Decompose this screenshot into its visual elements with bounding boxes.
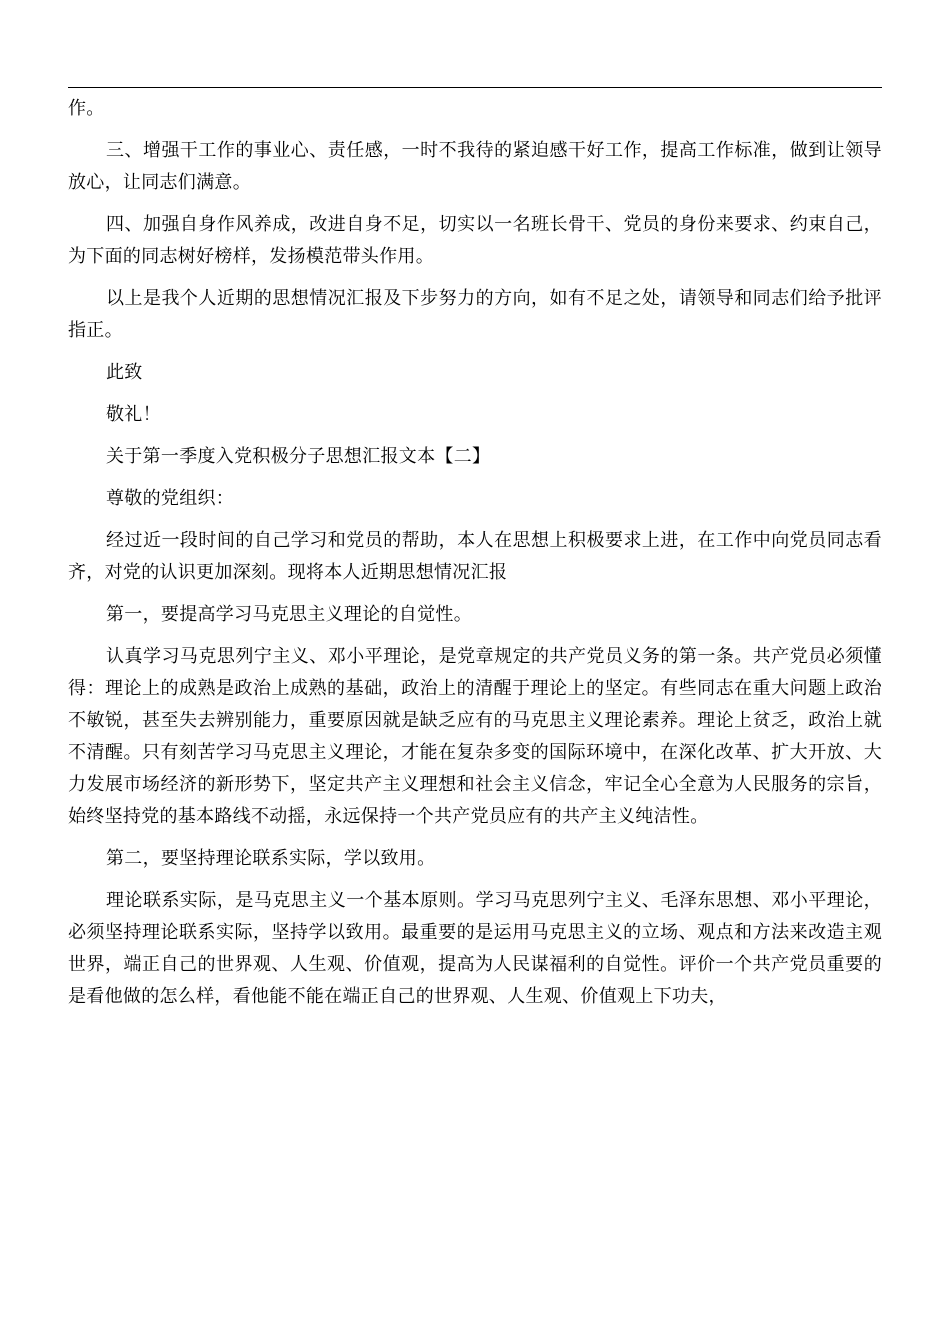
paragraph: 理论联系实际，是马克思主义一个基本原则。学习马克思列宁主义、毛泽东思想、邓小平理论，必须坚持理论联系实际，坚持学以致用。最重要的是运用马克思主义的立场、观点和方法来改造主观世界，端正自己的世界观、人生观、价值观，提高为人民谋福利的自觉性。评价一个共产党员重要的是看他做的怎么样，看他能不能在端正自己的世界观、人生观、价值观上下功夫， [68, 890, 882, 1007]
point-heading: 第一，要提高学习马克思主义理论的自觉性。 [106, 604, 472, 625]
closing-regards: 敬礼！ [106, 404, 161, 425]
paragraph: 作。 [68, 98, 105, 119]
document-body [68, 93, 882, 1023]
section-title: 关于第一季度入党积极分子思想汇报文本【二】 [106, 446, 491, 467]
point-heading: 第二，要坚持理论联系实际，学以致用。 [106, 848, 436, 869]
paragraph: 四、加强自身作风养成，改进自身不足，切实以一名班长骨干、党员的身份来要求、约束自己，为下面的同志树好榜样，发扬模范带头作用。 [68, 214, 882, 267]
paragraph: 三、增强干工作的事业心、责任感，一时不我待的紧迫感干好工作，提高工作标准，做到让领导放心，让同志们满意。 [68, 140, 882, 193]
paragraph: 经过近一段时间的自己学习和党员的帮助，本人在思想上积极要求上进，在工作中向党员同志看齐，对党的认识更加深刻。现将本人近期思想情况汇报 [68, 530, 882, 583]
paragraph: 以上是我个人近期的思想情况汇报及下步努力的方向，如有不足之处，请领导和同志们给予批评指正。 [68, 288, 882, 341]
paragraph: 认真学习马克思列宁主义、邓小平理论，是党章规定的共产党员义务的第一条。共产党员必须懂得：理论上的成熟是政治上成熟的基础，政治上的清醒于理论上的坚定。有些同志在重大问题上政治不敏锐，甚至失去辨别能力，重要原因就是缺乏应有的马克思主义理论素养。理论上贫乏，政治上就不清醒。只有刻苦学习马克思主义理论，才能在复杂多变的国际环境中，在深化改革、扩大开放、大力发展市场经济的新形势下，坚定共产主义理想和社会主义信念，牢记全心全意为人民服务的宗旨，始终坚持党的基本路线不动摇，永远保持一个共产党员应有的共产主义纯洁性。 [68, 646, 882, 827]
closing-salutation: 此致 [106, 362, 143, 383]
greeting: 尊敬的党组织： [106, 488, 235, 509]
header-rule [68, 87, 882, 88]
